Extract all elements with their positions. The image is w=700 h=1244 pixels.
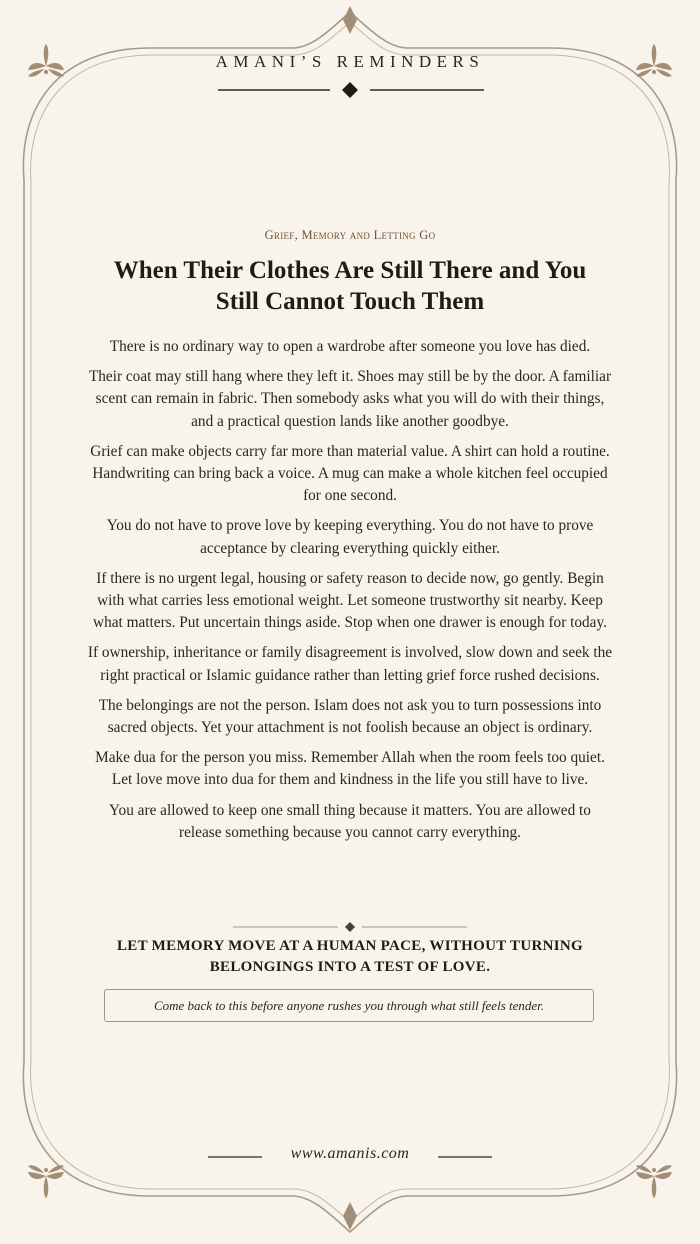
body-paragraph: You are allowed to keep one small thing because it matters. You are allowed to release something because you cannot carry everything. — [109, 801, 591, 841]
mid-rule-diamond — [345, 922, 355, 932]
brand-title: AMANI’S REMINDERS — [215, 52, 485, 71]
body-paragraph: Grief can make objects carry far more than material value. A shirt can hold a routine. Handwriting can bring back a voice. A mug can make a whole kitchen feel occupied for one second. — [90, 442, 610, 505]
fleuron-bottom-right-icon — [636, 1165, 672, 1198]
body-paragraph: Make dua for the person you miss. Remember Allah when the room feels too quiet. Let love move into dua for them and kindness in the life you still have to live. — [95, 749, 605, 789]
body-paragraph: There is no ordinary way to open a wardrobe after someone you love has died. — [109, 338, 591, 355]
top-diamond-ornament — [343, 6, 357, 34]
bottom-diamond-ornament — [343, 1202, 357, 1230]
article-title: When Their Clothes Are Still There and You Still Cannot Touch Them — [113, 257, 587, 315]
fleuron-bottom-left-icon — [28, 1165, 64, 1198]
reminder-note-box: Come back to this before anyone rushes you through what still feels tender. — [104, 989, 594, 1022]
article-category: Grief, Memory and Letting Go — [264, 228, 436, 242]
article-body — [86, 336, 614, 852]
emphasis-statement: LET MEMORY MOVE AT A HUMAN PACE, WITHOUT TURNING BELONGINGS INTO A TEST OF LOVE. — [116, 938, 583, 975]
header-rule-diamond — [342, 82, 358, 98]
body-paragraph: Their coat may still hang where they left it. Shoes may still be by the door. A familiar scent can remain in fabric. Then somebody asks what you will do with their things, and a practical question lands like another goodbye. — [88, 368, 612, 430]
body-paragraph: If there is no urgent legal, housing or safety reason to decide now, go gently. Begin with what carries less emotional weight. Let someone trustworthy sit nearby. Keep what matters. Put uncertain things aside. Stop when one drawer is enough for today. — [93, 569, 607, 632]
body-paragraph: The belongings are not the person. Islam does not ask you to turn possessions into sacred objects. Yet your attachment is not foolish because an object is ordinary. — [98, 696, 602, 737]
body-paragraph: You do not have to prove love by keeping everything. You do not have to prove acceptance by clearing everything quickly either. — [106, 517, 594, 557]
footer-website-link[interactable]: www.amanis.com — [290, 1145, 410, 1162]
body-paragraph: If ownership, inheritance or family disagreement is involved, slow down and seek the right practical or Islamic guidance rather than letting grief force rushed decisions. — [87, 644, 613, 684]
